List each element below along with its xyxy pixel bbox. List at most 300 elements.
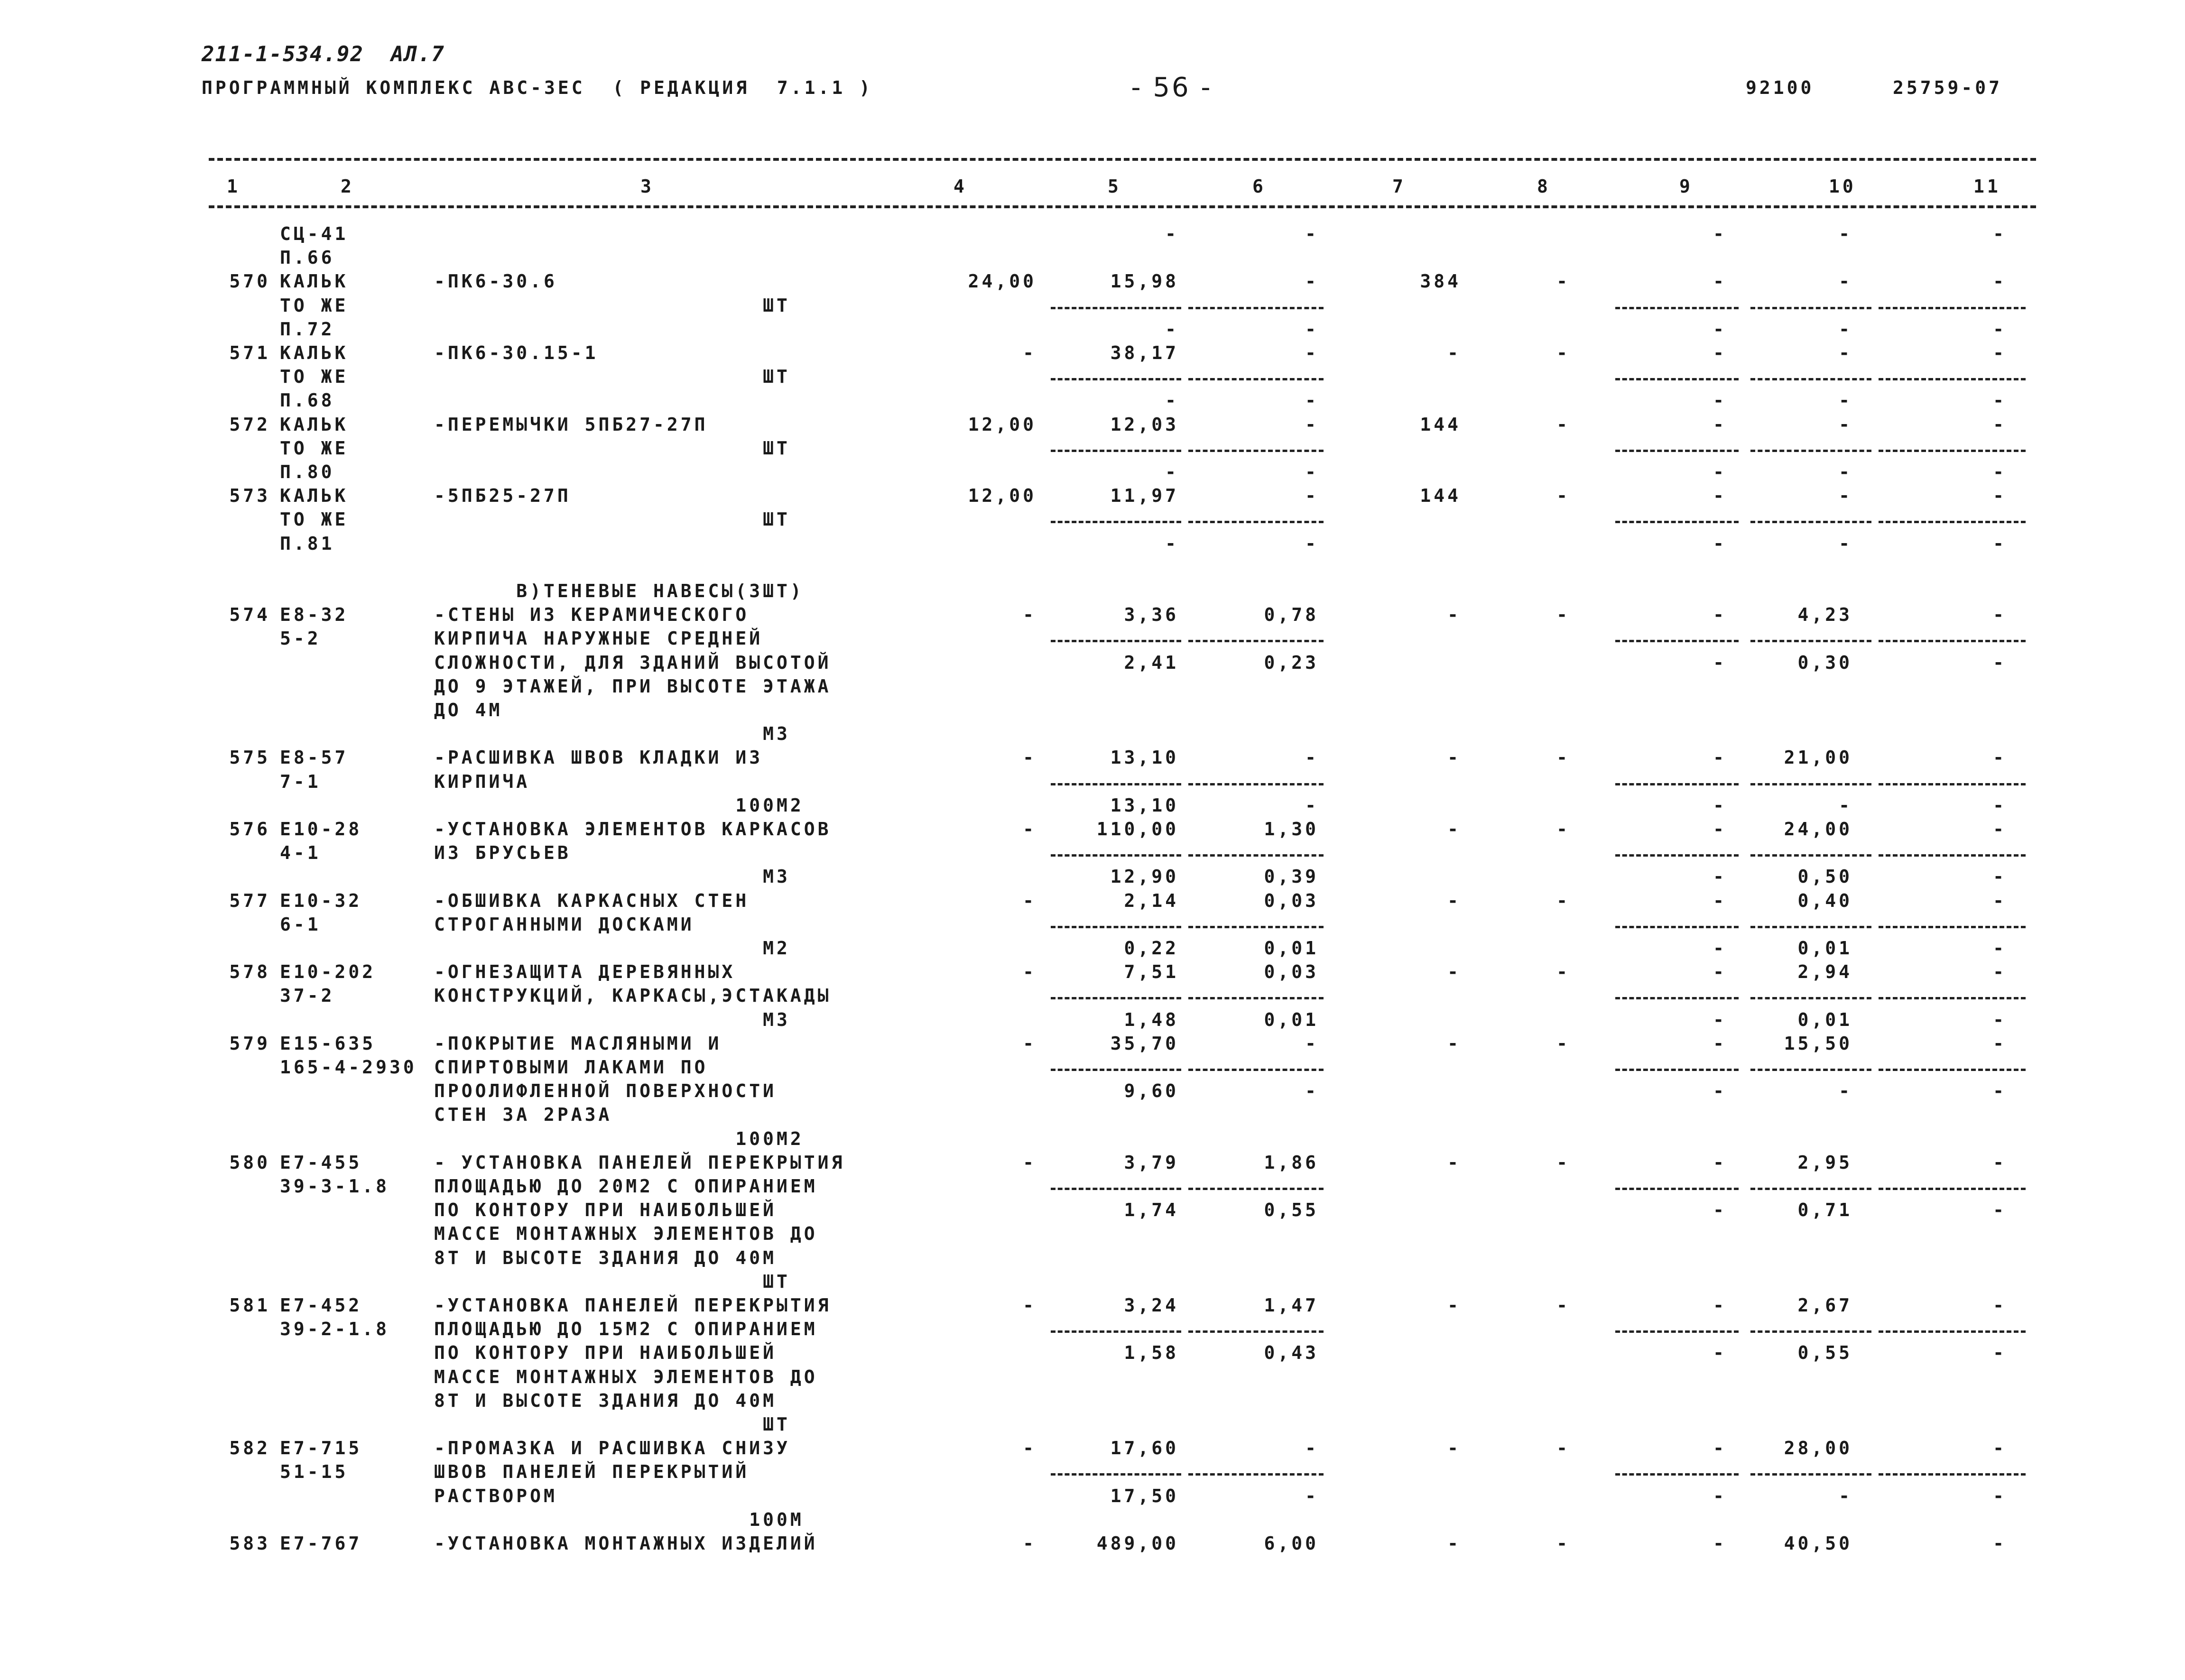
row-code: Е8-32: [280, 604, 349, 626]
cell-col-9: -: [1713, 318, 1727, 340]
cell-col-7: -: [1447, 890, 1461, 911]
cell-col-8: -: [1556, 604, 1570, 626]
column-header-1: 1: [227, 176, 241, 197]
cell-col-6: 0,39: [1264, 866, 1319, 887]
subtotal-dash-line: [1615, 926, 1739, 928]
cell-col-10: -: [1839, 318, 1852, 340]
cell-col-5: 7,51: [1124, 961, 1179, 983]
cell-col-5: 17,50: [1110, 1485, 1179, 1506]
cell-col-11: -: [1993, 318, 2007, 340]
row-description: ШТ: [434, 437, 790, 459]
cell-col-9: -: [1713, 1033, 1727, 1054]
row-number: 578: [229, 961, 270, 983]
header-code-1: 92100: [1746, 77, 1815, 98]
row-code: ТО ЖЕ: [280, 366, 349, 388]
row-code: П.81: [280, 533, 335, 554]
row-description: ПЛОЩАДЬЮ ДО 20М2 С ОПИРАНИЕМ: [434, 1176, 818, 1197]
row-description: 8Т И ВЫСОТЕ ЗДАНИЯ ДО 40М: [434, 1390, 777, 1411]
cell-col-5: 13,10: [1110, 794, 1179, 816]
subtotal-dash-line: [1750, 640, 1871, 642]
row-description: 100М2: [434, 794, 804, 816]
row-description: -ПК6-30.6: [434, 271, 557, 292]
subtotal-dash-line: [1750, 307, 1871, 309]
row-description: -ОГНЕЗАЩИТА ДЕРЕВЯННЫХ: [434, 961, 736, 983]
row-number: 577: [229, 890, 270, 911]
subtotal-dash-line: [1879, 450, 2026, 452]
cell-col-4: -: [1023, 604, 1037, 626]
subtotal-dash-line: [1615, 1069, 1739, 1071]
cell-col-5: 12,90: [1110, 866, 1179, 887]
cell-col-6: 1,86: [1264, 1152, 1319, 1173]
row-description: КИРПИЧА НАРУЖНЫЕ СРЕДНЕЙ: [434, 628, 763, 649]
subtotal-dash-line: [1051, 450, 1181, 452]
cell-col-7: -: [1447, 1295, 1461, 1316]
subtotal-dash-line: [1188, 1330, 1324, 1333]
cell-col-4: -: [1023, 961, 1037, 983]
row-number: 580: [229, 1152, 270, 1173]
cell-col-10: -: [1839, 223, 1852, 244]
table-header-rule: [209, 205, 2036, 208]
cell-col-11: -: [1993, 1438, 2007, 1459]
cell-col-10: 0,71: [1797, 1200, 1852, 1221]
cell-col-5: 2,14: [1124, 890, 1179, 911]
cell-col-9: -: [1713, 1485, 1727, 1506]
row-code: 6-1: [280, 914, 321, 935]
row-description: ШТ: [434, 1271, 790, 1292]
cell-col-5: 9,60: [1124, 1080, 1179, 1102]
subtotal-dash-line: [1615, 783, 1739, 785]
row-code: Е7-767: [280, 1533, 362, 1554]
row-code: Е7-455: [280, 1152, 362, 1173]
subtotal-dash-line: [1879, 521, 2026, 523]
row-description: РАСТВОРОМ: [434, 1485, 557, 1506]
cell-col-4: -: [1023, 747, 1037, 768]
subtotal-dash-line: [1188, 926, 1324, 928]
row-description: - УСТАНОВКА ПАНЕЛЕЙ ПЕРЕКРЫТИЯ: [434, 1152, 845, 1173]
row-code: 5-2: [280, 628, 321, 649]
cell-col-6: -: [1305, 223, 1319, 244]
cell-col-10: 0,55: [1797, 1342, 1852, 1364]
page-number: - 56 -: [1131, 72, 1213, 103]
subtotal-dash-line: [1750, 1188, 1871, 1190]
subtotal-dash-line: [1879, 1188, 2026, 1190]
cell-col-11: -: [1993, 866, 2007, 887]
row-code: 39-3-1.8: [280, 1176, 390, 1197]
subtotal-dash-line: [1188, 1473, 1324, 1476]
cell-col-6: -: [1305, 462, 1319, 482]
row-description: М2: [434, 938, 790, 959]
cell-col-5: 17,60: [1110, 1438, 1179, 1459]
subtotal-dash-line: [1051, 1330, 1181, 1333]
row-code: КАЛЬК: [280, 342, 349, 363]
cell-col-8: -: [1556, 1033, 1570, 1054]
cell-col-7: -: [1447, 819, 1461, 840]
column-header-2: 2: [341, 176, 354, 197]
cell-col-6: -: [1305, 1033, 1319, 1054]
cell-col-4: 12,00: [968, 414, 1037, 435]
subtotal-dash-line: [1879, 1069, 2026, 1071]
cell-col-11: -: [1993, 462, 2007, 482]
cell-col-5: 3,79: [1124, 1152, 1179, 1173]
subtotal-dash-line: [1879, 307, 2026, 309]
subtotal-dash-line: [1051, 1473, 1181, 1476]
cell-col-5: 1,48: [1124, 1009, 1179, 1030]
subtotal-dash-line: [1750, 1330, 1871, 1333]
row-code: ТО ЖЕ: [280, 509, 349, 530]
cell-col-11: -: [1993, 1152, 2007, 1173]
cell-col-10: -: [1839, 271, 1852, 292]
cell-col-4: -: [1023, 1438, 1037, 1459]
row-description: КИРПИЧА: [434, 771, 530, 792]
cell-col-9: -: [1713, 747, 1727, 768]
column-header-3: 3: [640, 176, 654, 197]
cell-col-4: 12,00: [968, 485, 1037, 507]
cell-col-5: -: [1165, 462, 1179, 482]
cell-col-5: 3,36: [1124, 604, 1179, 626]
row-number: 574: [229, 604, 270, 626]
row-code: КАЛЬК: [280, 414, 349, 435]
cell-col-9: -: [1713, 533, 1727, 554]
cell-col-10: 4,23: [1797, 604, 1852, 626]
cell-col-8: -: [1556, 819, 1570, 840]
row-code: Е7-452: [280, 1295, 362, 1316]
row-description: СТРОГАННЫМИ ДОСКАМИ: [434, 914, 694, 935]
cell-col-4: -: [1023, 1533, 1037, 1554]
cell-col-11: -: [1993, 1485, 2007, 1506]
subtotal-dash-line: [1615, 997, 1739, 999]
cell-col-11: -: [1993, 390, 2007, 411]
row-number: 571: [229, 342, 270, 363]
row-description: МАССЕ МОНТАЖНЫХ ЭЛЕМЕНТОВ ДО: [434, 1223, 818, 1245]
row-code: КАЛЬК: [280, 485, 349, 507]
row-description: -5ПБ25-27П: [434, 485, 571, 507]
row-description: ШТ: [434, 1414, 790, 1435]
cell-col-10: -: [1839, 462, 1852, 482]
cell-col-10: 2,67: [1797, 1295, 1852, 1316]
subtotal-dash-line: [1615, 307, 1739, 309]
cell-col-5: 35,70: [1110, 1033, 1179, 1054]
cell-col-11: -: [1993, 1342, 2007, 1364]
cell-col-11: -: [1993, 961, 2007, 983]
row-code: П.68: [280, 390, 335, 411]
cell-col-9: -: [1713, 1438, 1727, 1459]
subtotal-dash-line: [1188, 640, 1324, 642]
cell-col-11: -: [1993, 938, 2007, 959]
column-header-7: 7: [1392, 176, 1406, 197]
cell-col-11: -: [1993, 533, 2007, 554]
row-description: -УСТАНОВКА ПАНЕЛЕЙ ПЕРЕКРЫТИЯ: [434, 1295, 832, 1316]
row-description: -ОБШИВКА КАРКАСНЫХ СТЕН: [434, 890, 750, 911]
cell-col-11: -: [1993, 271, 2007, 292]
cell-col-6: 1,47: [1264, 1295, 1319, 1316]
row-description: -РАСШИВКА ШВОВ КЛАДКИ ИЗ: [434, 747, 763, 768]
cell-col-10: 2,94: [1797, 961, 1852, 983]
cell-col-9: -: [1713, 1342, 1727, 1364]
row-description: ШВОВ ПАНЕЛЕЙ ПЕРЕКРЫТИЙ: [434, 1461, 750, 1483]
cell-col-10: 15,50: [1784, 1033, 1852, 1054]
cell-col-8: -: [1556, 1438, 1570, 1459]
row-number: 570: [229, 271, 270, 292]
row-description: ПЛОЩАДЬЮ ДО 15М2 С ОПИРАНИЕМ: [434, 1319, 818, 1340]
cell-col-9: -: [1713, 819, 1727, 840]
cell-col-5: 38,17: [1110, 342, 1179, 363]
row-code: П.80: [280, 462, 335, 482]
cell-col-11: -: [1993, 1080, 2007, 1102]
cell-col-9: -: [1713, 485, 1727, 507]
cell-col-10: 2,95: [1797, 1152, 1852, 1173]
row-code: П.72: [280, 318, 335, 340]
cell-col-7: -: [1447, 1533, 1461, 1554]
cell-col-9: -: [1713, 794, 1727, 816]
cell-col-8: -: [1556, 342, 1570, 363]
row-code: 51-15: [280, 1461, 349, 1483]
cell-col-10: 0,50: [1797, 866, 1852, 887]
cell-col-9: -: [1713, 1533, 1727, 1554]
row-number: 576: [229, 819, 270, 840]
row-description: ПРООЛИФЛЕННОЙ ПОВЕРХНОСТИ: [434, 1080, 777, 1102]
cell-col-7: 144: [1420, 414, 1461, 435]
cell-col-10: 24,00: [1784, 819, 1852, 840]
cell-col-9: -: [1713, 462, 1727, 482]
cell-col-9: -: [1713, 1009, 1727, 1030]
cell-col-5: 1,74: [1124, 1200, 1179, 1221]
row-code: ТО ЖЕ: [280, 295, 349, 316]
cell-col-6: -: [1305, 747, 1319, 768]
cell-col-6: -: [1305, 342, 1319, 363]
row-description: -ПРОМАЗКА И РАСШИВКА СНИЗУ: [434, 1438, 790, 1459]
cell-col-11: -: [1993, 1533, 2007, 1554]
cell-col-6: 0,01: [1264, 1009, 1319, 1030]
cell-col-10: 0,01: [1797, 1009, 1852, 1030]
cell-col-10: 28,00: [1784, 1438, 1852, 1459]
header-code-2: 25759-07: [1893, 77, 2003, 98]
row-number: 582: [229, 1438, 270, 1459]
column-header-10: 10: [1829, 176, 1856, 197]
cell-col-10: -: [1839, 1485, 1852, 1506]
row-code: 165-4-2930: [280, 1057, 417, 1078]
row-description: СПИРТОВЫМИ ЛАКАМИ ПО: [434, 1057, 708, 1078]
row-description: СЛОЖНОСТИ, ДЛЯ ЗДАНИЙ ВЫСОТОЙ: [434, 652, 832, 673]
cell-col-6: 0,01: [1264, 938, 1319, 959]
cell-col-4: -: [1023, 890, 1037, 911]
row-code: 7-1: [280, 771, 321, 792]
cell-col-11: -: [1993, 794, 2007, 816]
cell-col-6: 0,55: [1264, 1200, 1319, 1221]
subtotal-dash-line: [1051, 307, 1181, 309]
row-description: М3: [434, 866, 790, 887]
cell-col-9: -: [1713, 938, 1727, 959]
cell-col-5: -: [1165, 318, 1179, 340]
cell-col-8: -: [1556, 1533, 1570, 1554]
row-description: -СТЕНЫ ИЗ КЕРАМИЧЕСКОГО: [434, 604, 750, 626]
subtotal-dash-line: [1615, 1473, 1739, 1476]
subtotal-dash-line: [1879, 378, 2026, 380]
cell-col-6: 0,78: [1264, 604, 1319, 626]
cell-col-10: 0,40: [1797, 890, 1852, 911]
cell-col-4: -: [1023, 342, 1037, 363]
row-code: Е8-57: [280, 747, 349, 768]
cell-col-11: -: [1993, 485, 2007, 507]
cell-col-8: -: [1556, 747, 1570, 768]
subtotal-dash-line: [1051, 1188, 1181, 1190]
subtotal-dash-line: [1615, 640, 1739, 642]
column-header-5: 5: [1108, 176, 1121, 197]
cell-col-11: -: [1993, 1033, 2007, 1054]
cell-col-10: -: [1839, 1080, 1852, 1102]
cell-col-11: -: [1993, 1009, 2007, 1030]
row-code: 4-1: [280, 842, 321, 864]
cell-col-5: 110,00: [1096, 819, 1179, 840]
subtotal-dash-line: [1615, 1188, 1739, 1190]
row-code: 37-2: [280, 985, 335, 1006]
column-header-8: 8: [1537, 176, 1551, 197]
subtotal-dash-line: [1188, 521, 1324, 523]
subtotal-dash-line: [1188, 854, 1324, 857]
cell-col-7: -: [1447, 1033, 1461, 1054]
row-code: Е10-32: [280, 890, 362, 911]
subtotal-dash-line: [1750, 378, 1871, 380]
cell-col-8: -: [1556, 485, 1570, 507]
cell-col-6: -: [1305, 414, 1319, 435]
subtotal-dash-line: [1750, 783, 1871, 785]
subtotal-dash-line: [1879, 997, 2026, 999]
subtotal-dash-line: [1879, 783, 2026, 785]
subtotal-dash-line: [1051, 640, 1181, 642]
cell-col-4: 24,00: [968, 271, 1037, 292]
column-header-6: 6: [1252, 176, 1266, 197]
cell-col-11: -: [1993, 819, 2007, 840]
cell-col-9: -: [1713, 1295, 1727, 1316]
row-code: ТО ЖЕ: [280, 437, 349, 459]
row-description: ИЗ БРУСЬЕВ: [434, 842, 571, 864]
row-code: 39-2-1.8: [280, 1319, 390, 1340]
row-number: 573: [229, 485, 270, 507]
cell-col-7: -: [1447, 747, 1461, 768]
cell-col-9: -: [1713, 1200, 1727, 1221]
subtotal-dash-line: [1750, 926, 1871, 928]
subtotal-dash-line: [1051, 997, 1181, 999]
cell-col-8: -: [1556, 961, 1570, 983]
cell-col-6: -: [1305, 1080, 1319, 1102]
subtotal-dash-line: [1188, 307, 1324, 309]
cell-col-8: -: [1556, 890, 1570, 911]
row-description: 100М2: [434, 1128, 804, 1149]
subtotal-dash-line: [1051, 926, 1181, 928]
cell-col-10: -: [1839, 414, 1852, 435]
row-description: -ПОКРЫТИЕ МАСЛЯНЫМИ И: [434, 1033, 722, 1054]
cell-col-6: 0,03: [1264, 961, 1319, 983]
cell-col-6: -: [1305, 271, 1319, 292]
cell-col-10: -: [1839, 390, 1852, 411]
column-header-11: 11: [1973, 176, 2001, 197]
row-description: -ПК6-30.15-1: [434, 342, 599, 363]
row-description: ДО 4М: [434, 700, 503, 720]
subtotal-dash-line: [1615, 854, 1739, 857]
subtotal-dash-line: [1750, 997, 1871, 999]
program-title: ПРОГРАММНЫЙ КОМПЛЕКС АВС-ЗЕС ( РЕДАКЦИЯ 7.1.1 ): [202, 77, 873, 98]
subtotal-dash-line: [1750, 1473, 1871, 1476]
cell-col-9: -: [1713, 223, 1727, 244]
cell-col-5: 2,41: [1124, 652, 1179, 673]
cell-col-10: 0,01: [1797, 938, 1852, 959]
cell-col-9: -: [1713, 961, 1727, 983]
cell-col-6: -: [1305, 390, 1319, 411]
cell-col-9: -: [1713, 604, 1727, 626]
cell-col-5: -: [1165, 533, 1179, 554]
subtotal-dash-line: [1615, 378, 1739, 380]
cell-col-6: -: [1305, 533, 1319, 554]
cell-col-7: -: [1447, 1152, 1461, 1173]
cell-col-4: -: [1023, 819, 1037, 840]
cell-col-8: -: [1556, 1295, 1570, 1316]
cell-col-4: -: [1023, 1033, 1037, 1054]
subtotal-dash-line: [1879, 1473, 2026, 1476]
cell-col-9: -: [1713, 414, 1727, 435]
row-description: МАССЕ МОНТАЖНЫХ ЭЛЕМЕНТОВ ДО: [434, 1366, 818, 1387]
cell-col-9: -: [1713, 866, 1727, 887]
subtotal-dash-line: [1051, 854, 1181, 857]
subtotal-dash-line: [1750, 521, 1871, 523]
cell-col-4: -: [1023, 1152, 1037, 1173]
row-description: В)ТЕНЕВЫЕ НАВЕСЫ(3ШТ): [434, 581, 804, 601]
subtotal-dash-line: [1615, 1330, 1739, 1333]
cell-col-9: -: [1713, 652, 1727, 673]
subtotal-dash-line: [1188, 783, 1324, 785]
cell-col-10: -: [1839, 794, 1852, 816]
cell-col-8: -: [1556, 414, 1570, 435]
row-code: П.66: [280, 247, 335, 268]
cell-col-6: -: [1305, 1485, 1319, 1506]
cell-col-6: -: [1305, 1438, 1319, 1459]
row-description: ДО 9 ЭТАЖЕЙ, ПРИ ВЫСОТЕ ЭТАЖА: [434, 675, 832, 697]
row-description: ПО КОНТОРУ ПРИ НАИБОЛЬШЕЙ: [434, 1200, 777, 1221]
row-code: КАЛЬК: [280, 271, 349, 292]
cell-col-9: -: [1713, 342, 1727, 363]
cell-col-5: 1,58: [1124, 1342, 1179, 1364]
subtotal-dash-line: [1051, 783, 1181, 785]
cell-col-6: 0,23: [1264, 652, 1319, 673]
row-number: 575: [229, 747, 270, 768]
row-number: 579: [229, 1033, 270, 1054]
subtotal-dash-line: [1188, 378, 1324, 380]
row-description: ШТ: [434, 295, 790, 316]
subtotal-dash-line: [1750, 1069, 1871, 1071]
column-header-9: 9: [1679, 176, 1693, 197]
cell-col-7: -: [1447, 342, 1461, 363]
cell-col-11: -: [1993, 747, 2007, 768]
subtotal-dash-line: [1188, 1188, 1324, 1190]
subtotal-dash-line: [1051, 521, 1181, 523]
cell-col-11: -: [1993, 342, 2007, 363]
cell-col-9: -: [1713, 1152, 1727, 1173]
table-top-rule: [209, 158, 2036, 161]
row-code: Е10-28: [280, 819, 362, 840]
cell-col-9: -: [1713, 890, 1727, 911]
cell-col-11: -: [1993, 604, 2007, 626]
row-description: 8Т И ВЫСОТЕ ЗДАНИЯ ДО 40М: [434, 1247, 777, 1268]
cell-col-6: 0,03: [1264, 890, 1319, 911]
row-code: Е15-635: [280, 1033, 376, 1054]
subtotal-dash-line: [1615, 521, 1739, 523]
cell-col-10: -: [1839, 342, 1852, 363]
cell-col-7: -: [1447, 961, 1461, 983]
row-number: 572: [229, 414, 270, 435]
cell-col-7: -: [1447, 1438, 1461, 1459]
cell-col-11: -: [1993, 890, 2007, 911]
cell-col-6: 1,30: [1264, 819, 1319, 840]
subtotal-dash-line: [1188, 1069, 1324, 1071]
cell-col-5: 489,00: [1096, 1533, 1179, 1554]
